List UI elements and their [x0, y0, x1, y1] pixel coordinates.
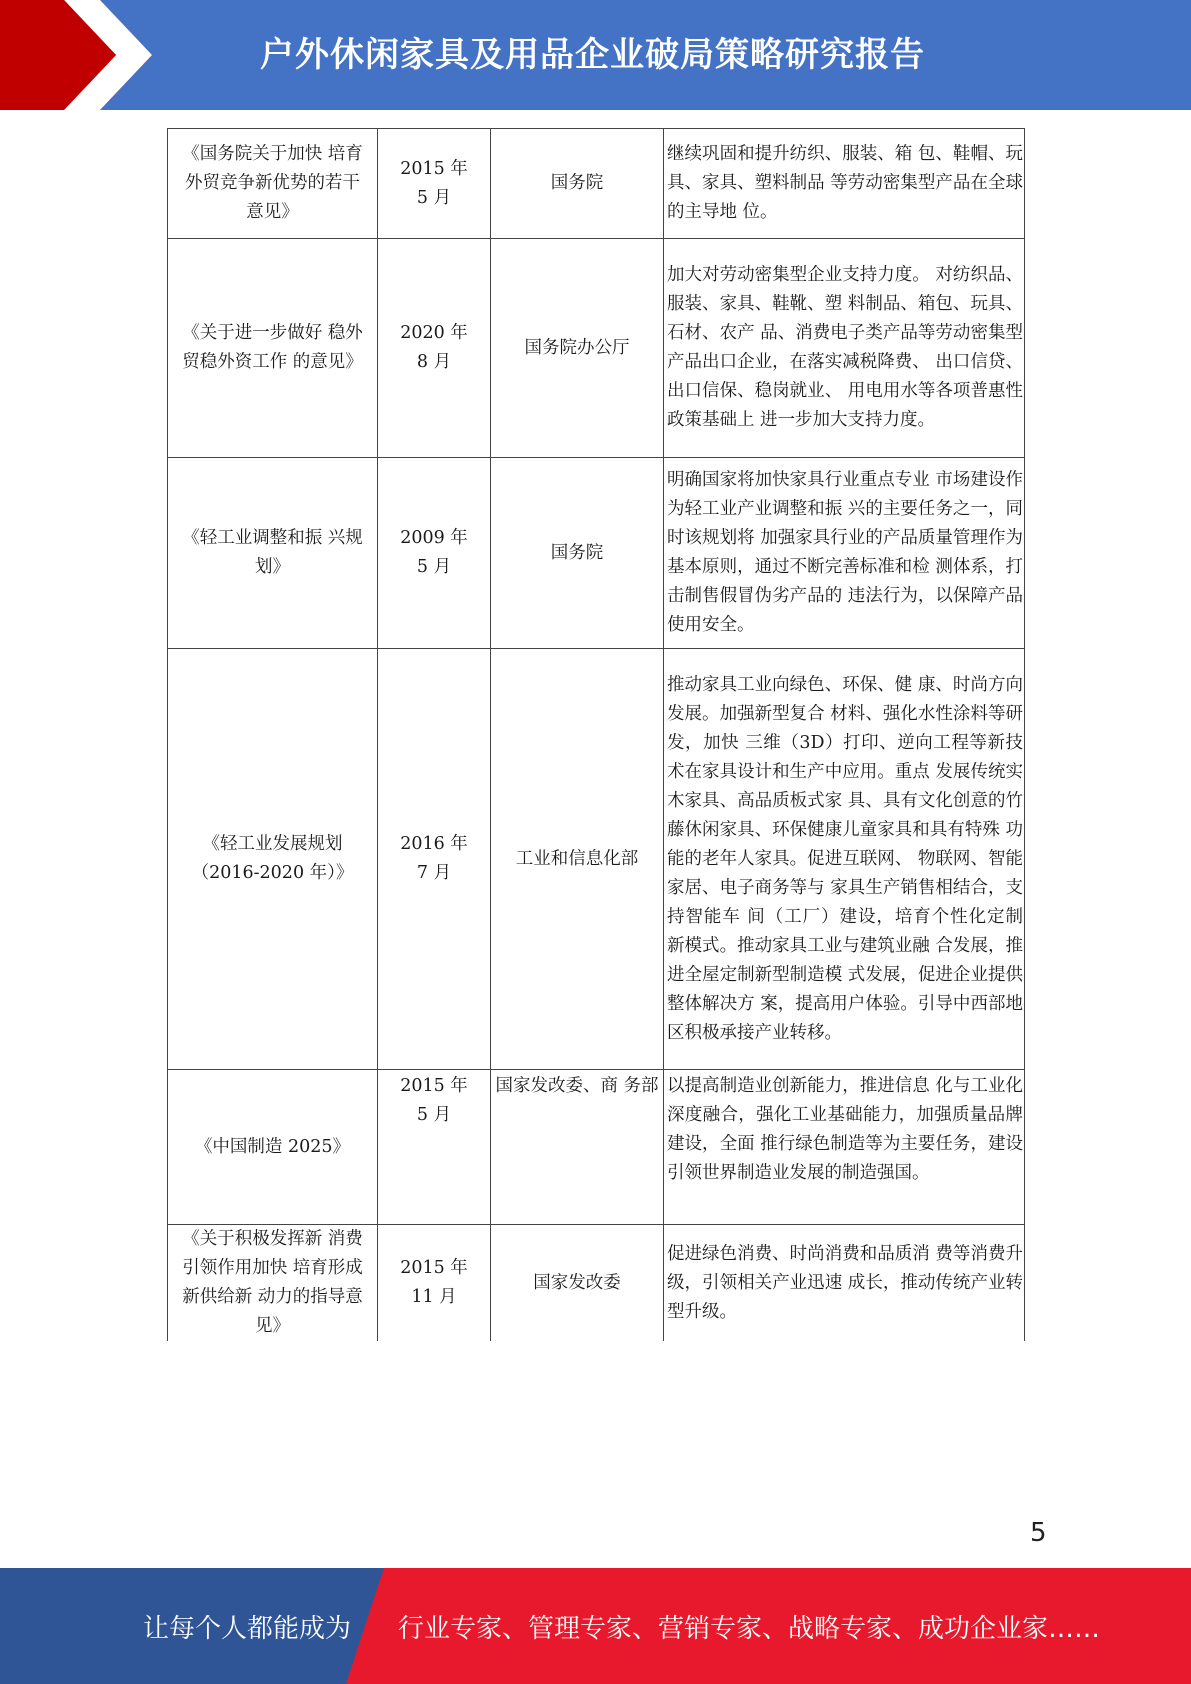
table-row [168, 1070, 1025, 1225]
date-month: 7 月 [416, 863, 452, 883]
page-number: 5 [1030, 1518, 1047, 1548]
policy-description: 以提高制造业创新能力，推进信息 化与工业化深度融合，强化工业基础能力，加强质量品牌建设，全面 推行绿色制造等为主要任务，建设 引领世界制造业发展的制造强国。 [667, 1076, 1023, 1183]
date-year: 2015 年 [400, 1076, 468, 1096]
description-cell [664, 458, 1025, 649]
date-year: 2009 年 [400, 528, 468, 548]
org-cell [491, 239, 664, 458]
policy-description: 继续巩固和提升纺织、服装、箱 包、鞋帽、玩具、家具、塑料制品 等劳动密集型产品在全球的主导地 位。 [667, 144, 1023, 222]
issuing-org: 国务院办公厅 [524, 337, 630, 358]
description-cell [664, 129, 1025, 239]
footer-banner [0, 1568, 1191, 1684]
footer-slogan-right: 行业专家、管理专家、营销专家、战略专家、成功企业家…… [398, 1614, 1101, 1644]
header-banner [0, 0, 1191, 110]
date-month: 11 月 [411, 1287, 457, 1307]
description-cell [664, 649, 1025, 1070]
issuing-org: 国家发改委、商 务部 [495, 1076, 659, 1096]
table-row [168, 458, 1025, 649]
issuing-org: 国家发改委 [533, 1272, 621, 1293]
date-year: 2016 年 [400, 834, 468, 854]
policy-name: 《关于积极发挥新 消费引领作用加快 培育形成新供给新 动力的指导意见》 [182, 1229, 363, 1336]
date-month: 8 月 [416, 352, 452, 372]
policy-name-cell [168, 129, 378, 239]
description-cell [664, 1070, 1025, 1225]
date-year: 2015 年 [400, 1258, 468, 1278]
policy-name: 《国务院关于加快 培育外贸竞争新优势的若干意见》 [182, 144, 363, 222]
report-title: 户外休闲家具及用品企业破局策略研究报告 [260, 35, 925, 75]
date-month: 5 月 [416, 1105, 452, 1125]
policy-description: 加大对劳动密集型企业支持力度。 对纺织品、服装、家具、鞋靴、塑 料制品、箱包、玩具、石材、农产 品、消费电子类产品等劳动密集型 产品出口企业，在落实减税降费、 出口信贷、出口信保、稳岗就业、 用电用水等各项普惠性政策基础上 进一步加大支持力度。 [667, 265, 1023, 430]
policy-description: 明确国家将加快家具行业重点专业 市场建设作为轻工业产业调整和振 兴的主要任务之一，同时该规划将 加强家具行业的产品质量管理作为 基本原则，通过不断完善标准和检 测体系，打击制售假冒伪劣产品的 违法行为，以保障产品使用安全。 [667, 470, 1023, 635]
policy-name: 《中国制造 2025》 [194, 1136, 351, 1157]
table-row [168, 129, 1025, 239]
date-month: 5 月 [416, 187, 452, 208]
table-row [168, 239, 1025, 458]
policy-name-cell [168, 1070, 378, 1225]
org-cell [491, 458, 664, 649]
date-cell [378, 1070, 491, 1225]
issuing-org: 国务院 [550, 173, 604, 193]
policy-name: 《轻工业调整和振 兴规划》 [182, 528, 363, 577]
policy-name-cell [168, 1225, 378, 1342]
policy-table [167, 128, 1025, 1341]
table-row [168, 1225, 1025, 1342]
policy-description: 促进绿色消费、时尚消费和品质消 费等消费升级，引领相关产业迅速 成长，推动传统产业转型升级。 [667, 1243, 1023, 1322]
date-year: 2015 年 [400, 158, 468, 179]
issuing-org: 国务院 [550, 542, 604, 563]
policy-name: 《轻工业发展规划（2016-2020 年）》 [191, 834, 354, 883]
date-cell [378, 649, 491, 1070]
date-cell [378, 129, 491, 239]
policy-name-cell [168, 649, 378, 1070]
table-row [168, 649, 1025, 1070]
policy-name-cell [168, 458, 378, 649]
org-cell [491, 1225, 664, 1342]
date-cell [378, 239, 491, 458]
policy-description: 推动家具工业向绿色、环保、健 康、时尚方向发展。加强新型复合 材料、强化水性涂料等研发，加快 三维（3D）打印、逆向工程等新技 术在家具设计和生产中应用。重点 发展传统实木家具、高品质板式家 具、具有文化创意的竹藤休闲家具、环保健康儿童家具和具有特殊 功能的老年人家具。促进互联网、 物联网、智能家居、电子商务等与 家具生产销售相结合，支持智能车 间（工厂）建设，培育个性化定制 新模式。推动家具工业与建筑业融 合发展，推进全屋定制新型制造模 式发展，促进企业提供整体解决方 案，提高用户体验。引导中西部地区积极承接产业转移。 [667, 674, 1023, 1043]
org-cell [491, 1070, 664, 1225]
date-cell [378, 1225, 491, 1342]
date-cell [378, 458, 491, 649]
description-cell [664, 1225, 1025, 1342]
org-cell [491, 129, 664, 239]
issuing-org: 工业和信息化部 [515, 848, 639, 869]
org-cell [491, 649, 664, 1070]
description-cell [664, 239, 1025, 458]
policy-name-cell [168, 239, 378, 458]
date-month: 5 月 [416, 557, 452, 577]
policy-name: 《关于进一步做好 稳外贸稳外资工作 的意见》 [182, 323, 363, 372]
date-year: 2020 年 [400, 323, 468, 343]
footer-slogan-left: 让每个人都能成为 [143, 1614, 352, 1644]
